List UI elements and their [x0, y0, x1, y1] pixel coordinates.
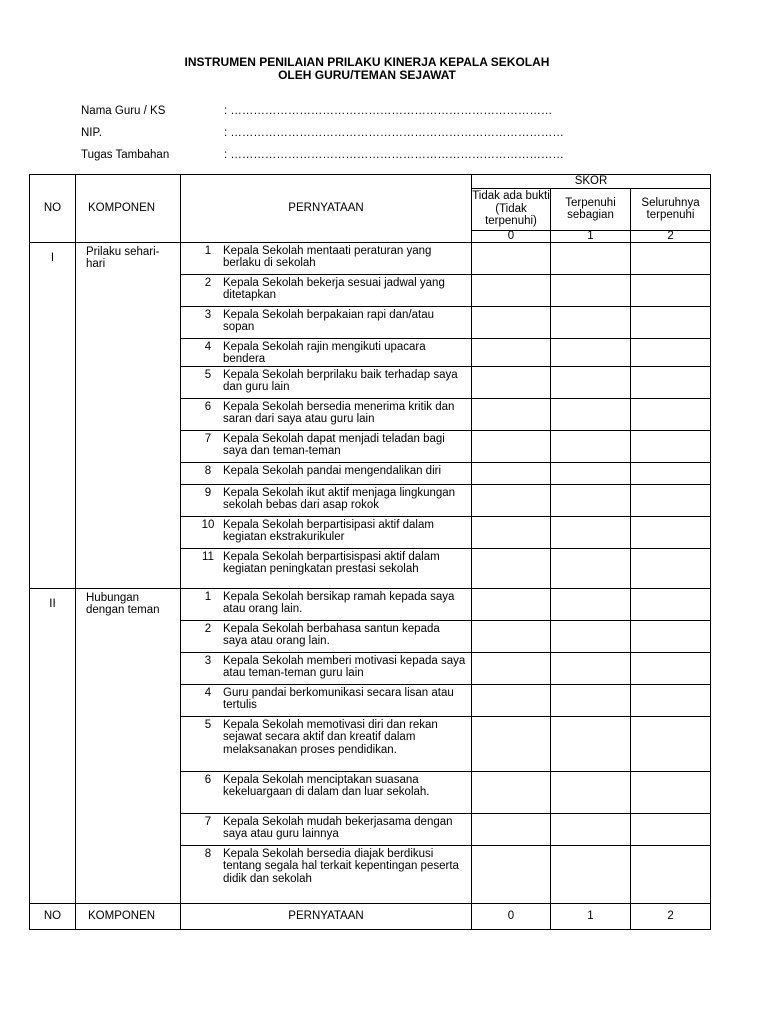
statement-cell: [181, 548, 472, 588]
score-cell-0[interactable]: [472, 242, 551, 274]
score-cell-1[interactable]: [551, 516, 631, 548]
score-cell-0[interactable]: [472, 430, 551, 462]
score-cell-0[interactable]: [472, 845, 551, 903]
statement-text: Kepala Sekolah mentaati peraturan yang berlaku di sekolah: [223, 244, 432, 269]
nama-guru-field[interactable]: : …………………………………………………………………………: [224, 105, 553, 117]
statement-cell: [181, 306, 472, 338]
statement-cell: [181, 652, 472, 684]
statement-cell: [181, 338, 472, 366]
score-cell-0[interactable]: [472, 462, 551, 484]
document-title: INSTRUMEN PENILAIAN PRILAKU KINERJA KEPALA SEKOLAH: [184, 55, 550, 69]
section-no: I: [30, 242, 76, 588]
section-komponen: Prilaku sehari-hari: [76, 242, 181, 588]
score-cell-1[interactable]: [551, 274, 631, 306]
statement-text: Guru pandai berkomunikasi secara lisan atau tertulis: [223, 686, 454, 711]
score-cell-2[interactable]: [631, 242, 711, 274]
score-cell-0[interactable]: [472, 684, 551, 716]
statement-cell: [181, 430, 472, 462]
score-cell-2[interactable]: [631, 620, 711, 652]
statement-text: Kepala Sekolah dapat menjadi teladan bagi saya dan teman-teman: [223, 432, 445, 457]
statement-number: 1: [204, 590, 212, 603]
score-cell-2[interactable]: [631, 398, 711, 430]
statement-cell: [181, 366, 472, 398]
statement-text: Kepala Sekolah bersikap ramah kepada saya atau orang lain.: [223, 590, 455, 615]
score-cell-2[interactable]: [631, 306, 711, 338]
footer-pernyataan: PERNYATAAN: [181, 903, 472, 929]
statement-number: 6: [204, 400, 212, 413]
footer-skor-0: 0: [472, 903, 551, 929]
score-cell-1[interactable]: [551, 652, 631, 684]
score-cell-1[interactable]: [551, 620, 631, 652]
statement-text: Kepala Sekolah berpartisispasi aktif dalam kegiatan peningkatan prestasi sekolah: [223, 550, 440, 575]
footer-skor-2: 2: [631, 903, 711, 929]
score-cell-0[interactable]: [472, 652, 551, 684]
header-pernyataan: PERNYATAAN: [181, 175, 472, 243]
score-cell-0[interactable]: [472, 484, 551, 516]
score-cell-1[interactable]: [551, 771, 631, 813]
statement-text: Kepala Sekolah berprilaku baik terhadap saya dan guru lain: [223, 368, 458, 393]
score-cell-1[interactable]: [551, 430, 631, 462]
statement-number: 5: [204, 718, 212, 731]
score-cell-1[interactable]: [551, 548, 631, 588]
footer-skor-1: 1: [551, 903, 631, 929]
statement-text: Kepala Sekolah mudah bekerjasama dengan saya atau guru lainnya: [223, 815, 453, 840]
score-cell-0[interactable]: [472, 813, 551, 845]
statement-number: 2: [204, 622, 212, 635]
score-cell-2[interactable]: [631, 430, 711, 462]
score-cell-0[interactable]: [472, 620, 551, 652]
score-cell-2[interactable]: [631, 588, 711, 620]
score-cell-1[interactable]: [551, 588, 631, 620]
nip-field[interactable]: : ……………………………………………………………………………: [224, 127, 564, 139]
score-cell-0[interactable]: [472, 771, 551, 813]
score-cell-1[interactable]: [551, 306, 631, 338]
header-skor-0-desc: Tidak ada bukti (Tidak terpenuhi): [472, 188, 551, 230]
score-cell-2[interactable]: [631, 548, 711, 588]
score-cell-1[interactable]: [551, 366, 631, 398]
statement-cell: [181, 462, 472, 484]
footer-no: NO: [30, 903, 76, 929]
statement-cell: [181, 716, 472, 771]
score-cell-2[interactable]: [631, 652, 711, 684]
statement-text: Kepala Sekolah pandai mengendalikan diri: [223, 464, 442, 477]
score-cell-2[interactable]: [631, 274, 711, 306]
score-cell-1[interactable]: [551, 462, 631, 484]
header-skor-2-desc: Seluruhnya terpenuhi: [631, 188, 711, 230]
statement-cell: [181, 516, 472, 548]
score-cell-0[interactable]: [472, 516, 551, 548]
score-cell-0[interactable]: [472, 366, 551, 398]
score-cell-2[interactable]: [631, 716, 711, 771]
statement-text: Kepala Sekolah bekerja sesuai jadwal yang ditetapkan: [223, 276, 445, 301]
score-cell-1[interactable]: [551, 338, 631, 366]
footer-komponen: KOMPONEN: [76, 903, 181, 929]
statement-text: Kepala Sekolah berpakaian rapi dan/atau sopan: [223, 308, 434, 333]
score-cell-0[interactable]: [472, 548, 551, 588]
statement-number: 6: [204, 773, 212, 786]
statement-cell: [181, 845, 472, 903]
score-cell-1[interactable]: [551, 845, 631, 903]
statement-number: 11: [202, 550, 214, 563]
score-cell-2[interactable]: [631, 366, 711, 398]
statement-text: Kepala Sekolah bersedia diajak berdikusi tentang segala hal terkait kepentingan peserta didik dan sekolah: [223, 847, 459, 885]
statement-text: Kepala Sekolah memberi motivasi kepada saya atau teman-teman guru lain: [223, 654, 466, 679]
nama-guru-label: Nama Guru / KS: [81, 105, 166, 117]
tugas-tambahan-field[interactable]: : ……………………………………………………………………………: [224, 149, 564, 161]
section-komponen: Hubungan dengan teman: [76, 588, 181, 903]
statement-text: Kepala Sekolah memotivasi diri dan rekan sejawat secara aktif dan kreatif dalam melaksanakan proses pendidikan.: [223, 718, 438, 756]
header-komponen: KOMPONEN: [76, 175, 181, 243]
score-cell-2[interactable]: [631, 813, 711, 845]
header-skor-1-desc: Terpenuhi sebagian: [551, 188, 631, 230]
score-cell-2[interactable]: [631, 771, 711, 813]
statement-number: 8: [204, 847, 212, 860]
statement-number: 1: [204, 244, 212, 257]
score-cell-0[interactable]: [472, 338, 551, 366]
score-cell-0[interactable]: [472, 716, 551, 771]
score-cell-1[interactable]: [551, 242, 631, 274]
statement-cell: [181, 684, 472, 716]
statement-row: [30, 242, 711, 274]
statement-text: Kepala Sekolah ikut aktif menjaga lingkungan sekolah bebas dari asap rokok: [223, 486, 456, 511]
score-cell-0[interactable]: [472, 398, 551, 430]
statement-number: 7: [204, 432, 212, 445]
document-subtitle: OLEH GURU/TEMAN SEJAWAT: [278, 68, 456, 82]
statement-text: Kepala Sekolah menciptakan suasana kekeluargaan di dalam dan luar sekolah.: [223, 773, 430, 798]
statement-text: Kepala Sekolah rajin mengikuti upacara bendera: [223, 340, 426, 365]
score-cell-1[interactable]: [551, 813, 631, 845]
score-cell-1[interactable]: [551, 684, 631, 716]
statement-number: 9: [204, 486, 212, 499]
statement-number: 8: [204, 464, 212, 477]
statement-cell: [181, 274, 472, 306]
statement-text: Kepala Sekolah berbahasa santun kepada saya atau orang lain.: [223, 622, 440, 647]
statement-cell: [181, 813, 472, 845]
statement-row: [30, 588, 711, 620]
statement-number: 4: [204, 340, 212, 353]
score-cell-2[interactable]: [631, 845, 711, 903]
statement-cell: [181, 588, 472, 620]
statement-text: Kepala Sekolah berpartisipasi aktif dalam kegiatan ekstrakurikuler: [223, 518, 434, 543]
statement-cell: [181, 620, 472, 652]
score-cell-0[interactable]: [472, 306, 551, 338]
statement-number: 3: [204, 654, 212, 667]
header-skor: SKOR: [472, 175, 711, 189]
statement-cell: [181, 771, 472, 813]
score-cell-0[interactable]: [472, 274, 551, 306]
score-cell-1[interactable]: [551, 716, 631, 771]
score-cell-2[interactable]: [631, 484, 711, 516]
statement-cell: [181, 242, 472, 274]
header-skor-2: 2: [631, 230, 711, 242]
statement-number: 5: [204, 368, 212, 381]
score-cell-2[interactable]: [631, 516, 711, 548]
nip-label: NIP.: [81, 127, 102, 139]
section-no: II: [30, 588, 76, 903]
score-cell-2[interactable]: [631, 684, 711, 716]
header-skor-0: 0: [472, 230, 551, 242]
score-cell-1[interactable]: [551, 398, 631, 430]
score-cell-2[interactable]: [631, 462, 711, 484]
statement-number: 2: [204, 276, 212, 289]
header-no: NO: [30, 175, 76, 243]
score-cell-1[interactable]: [551, 484, 631, 516]
statement-text: Kepala Sekolah bersedia menerima kritik dan saran dari saya atau guru lain: [223, 400, 455, 425]
header-skor-1: 1: [551, 230, 631, 242]
statement-number: 3: [204, 308, 212, 321]
statement-cell: [181, 398, 472, 430]
assessment-table: [29, 174, 711, 930]
statement-cell: [181, 484, 472, 516]
score-cell-0[interactable]: [472, 588, 551, 620]
statement-number: 7: [204, 815, 212, 828]
statement-number: 10: [201, 518, 215, 531]
statement-number: 4: [204, 686, 212, 699]
tugas-tambahan-label: Tugas Tambahan: [81, 149, 170, 161]
score-cell-2[interactable]: [631, 338, 711, 366]
